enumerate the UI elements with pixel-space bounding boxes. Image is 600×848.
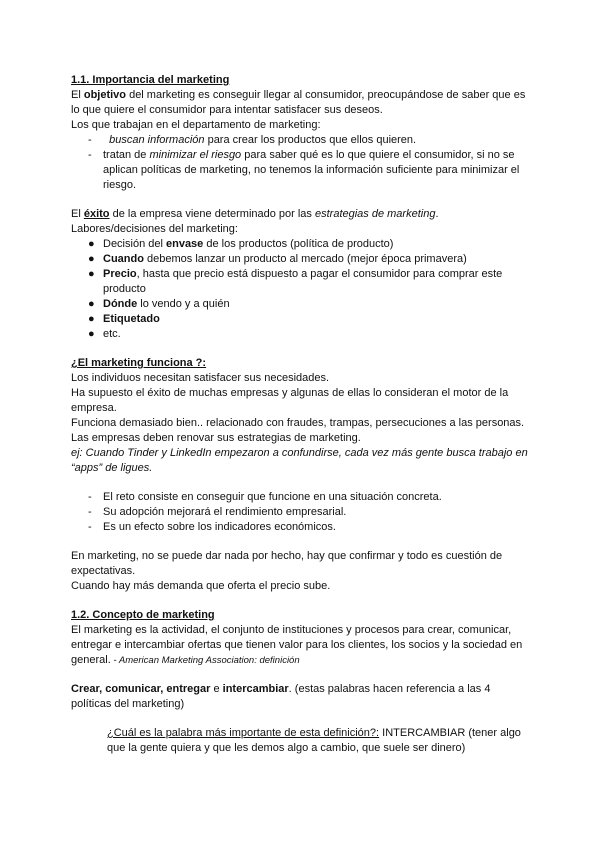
paragraph: Los individuos necesitan satisfacer sus necesidades. <box>71 372 330 384</box>
bold-text: intercambiar <box>222 683 289 695</box>
text: Es un efecto sobre los indicadores económicos. <box>103 521 336 533</box>
list-item <box>71 490 531 505</box>
list-item <box>71 327 531 342</box>
bold-text: Cuando <box>103 253 144 265</box>
dash-marker: - <box>88 491 92 503</box>
list-item <box>71 267 531 297</box>
list-item <box>71 237 531 252</box>
bold-text: Precio <box>103 268 137 280</box>
text: Decisión del <box>103 238 166 250</box>
text: e <box>210 683 223 695</box>
text: INTERCAMBIAR (tener algo que la gente quiera y que les demos algo a cambio, que suele ser dinero) <box>107 727 521 754</box>
text: . (estas palabras hacen referencia a las 4 políticas del marketing) <box>71 683 491 710</box>
paragraph: Ha supuesto el éxito de muchas empresas y algunas de ellas lo consideran el motor de la empresa. <box>71 387 509 414</box>
italic-text: estrategias de marketing <box>314 208 436 220</box>
italic-text: buscan información <box>109 134 205 146</box>
text: debemos lanzar un producto al mercado (mejor época primavera) <box>143 253 467 265</box>
bold-text: Dónde <box>103 298 138 310</box>
paragraph-keywords <box>71 682 531 712</box>
dash-marker: - <box>88 506 92 518</box>
bold-text: Etiquetado <box>103 313 160 325</box>
list-item <box>71 297 531 312</box>
bold-text: envase <box>165 238 204 250</box>
dash-list-departamento <box>71 133 531 193</box>
paragraph-exito <box>71 207 531 222</box>
paragraph: Las empresas deben renovar sus estrategias de marketing. <box>71 432 361 444</box>
bold-exito: éxito <box>83 208 110 220</box>
paragraph-definicion <box>71 623 531 668</box>
bullet-marker: ● <box>88 298 95 310</box>
dash-marker: - <box>88 134 92 146</box>
text: El <box>71 208 84 220</box>
list-item <box>71 133 531 148</box>
text: de los productos (política de producto) <box>203 238 394 250</box>
list-item <box>71 505 531 520</box>
bold-text: Crear, comunicar, entregar <box>71 683 211 695</box>
text: El <box>71 89 84 101</box>
section-heading-funciona: ¿El marketing funciona ?: <box>71 357 207 369</box>
dash-marker: - <box>88 149 92 161</box>
paragraph-example <box>71 446 531 476</box>
text: El marketing es la actividad, el conjunto de instituciones y procesos para crear, comunicar, entregar e intercambiar ofertas que tienen valor para los clientes, los socios y la sociedad en general. <box>71 624 523 666</box>
bullet-marker: ● <box>88 253 95 265</box>
paragraph: En marketing, no se puede dar nada por hecho, hay que confirmar y todo es cuestión de expectativas. <box>71 550 503 577</box>
text: de la empresa viene determinado por las <box>109 208 315 220</box>
text: para saber qué es lo que quiere el consumidor, si no se aplican políticas de marketing, no tenemos la información suficiente para minimizar el riesgo. <box>103 149 520 191</box>
list-item <box>71 520 531 535</box>
text: tratan de <box>103 149 150 161</box>
text: lo vendo y a quién <box>137 298 230 310</box>
text: etc. <box>103 328 121 340</box>
bullet-list-labores <box>71 237 531 342</box>
dash-list-reto <box>71 490 531 535</box>
source-citation: - American Marketing Association: definición <box>110 655 300 666</box>
underlined-question: ¿Cuál es la palabra más importante de esta definición?: <box>107 727 380 739</box>
italic-text: minimizar el riesgo <box>149 149 242 161</box>
text: , hasta que precio está dispuesto a pagar el consumidor para comprar este producto <box>103 268 503 295</box>
dash-marker: - <box>88 521 92 533</box>
bullet-marker: ● <box>88 313 95 325</box>
bullet-marker: ● <box>88 328 95 340</box>
text: Su adopción mejorará el rendimiento empresarial. <box>103 506 347 518</box>
paragraph-labores: Labores/decisiones del marketing: <box>71 223 238 235</box>
paragraph-question <box>107 726 531 756</box>
paragraph: Funciona demasiado bien.. relacionado con fraudes, trampas, persecuciones a las personas. <box>71 417 525 429</box>
list-item <box>71 252 531 267</box>
text: para crear los productos que ellos quieren. <box>204 134 417 146</box>
italic-text: ej: Cuando Tinder y LinkedIn empezaron a confundirse, cada vez más gente busca trabajo en “apps” de ligues. <box>71 447 528 474</box>
paragraph-objetivo <box>71 88 531 118</box>
section-heading-importancia: 1.1. Importancia del marketing <box>71 74 230 86</box>
list-item <box>71 312 531 327</box>
text: El reto consiste en conseguir que funcione en una situación concreta. <box>103 491 442 503</box>
section-heading-concepto: 1.2. Concepto de marketing <box>71 609 215 621</box>
list-item <box>71 148 531 193</box>
bullet-marker: ● <box>88 268 95 280</box>
paragraph-departamento: Los que trabajan en el departamento de marketing: <box>71 119 321 131</box>
bold-objetivo: objetivo <box>83 89 127 101</box>
text: del marketing es conseguir llegar al consumidor, preocupándose de saber que es lo que quiere el consumidor para intentar satisfacer sus deseos. <box>71 89 526 116</box>
bullet-marker: ● <box>88 238 95 250</box>
document-page <box>71 73 531 756</box>
paragraph: Cuando hay más demanda que oferta el precio sube. <box>71 580 331 592</box>
text: . <box>435 208 439 220</box>
